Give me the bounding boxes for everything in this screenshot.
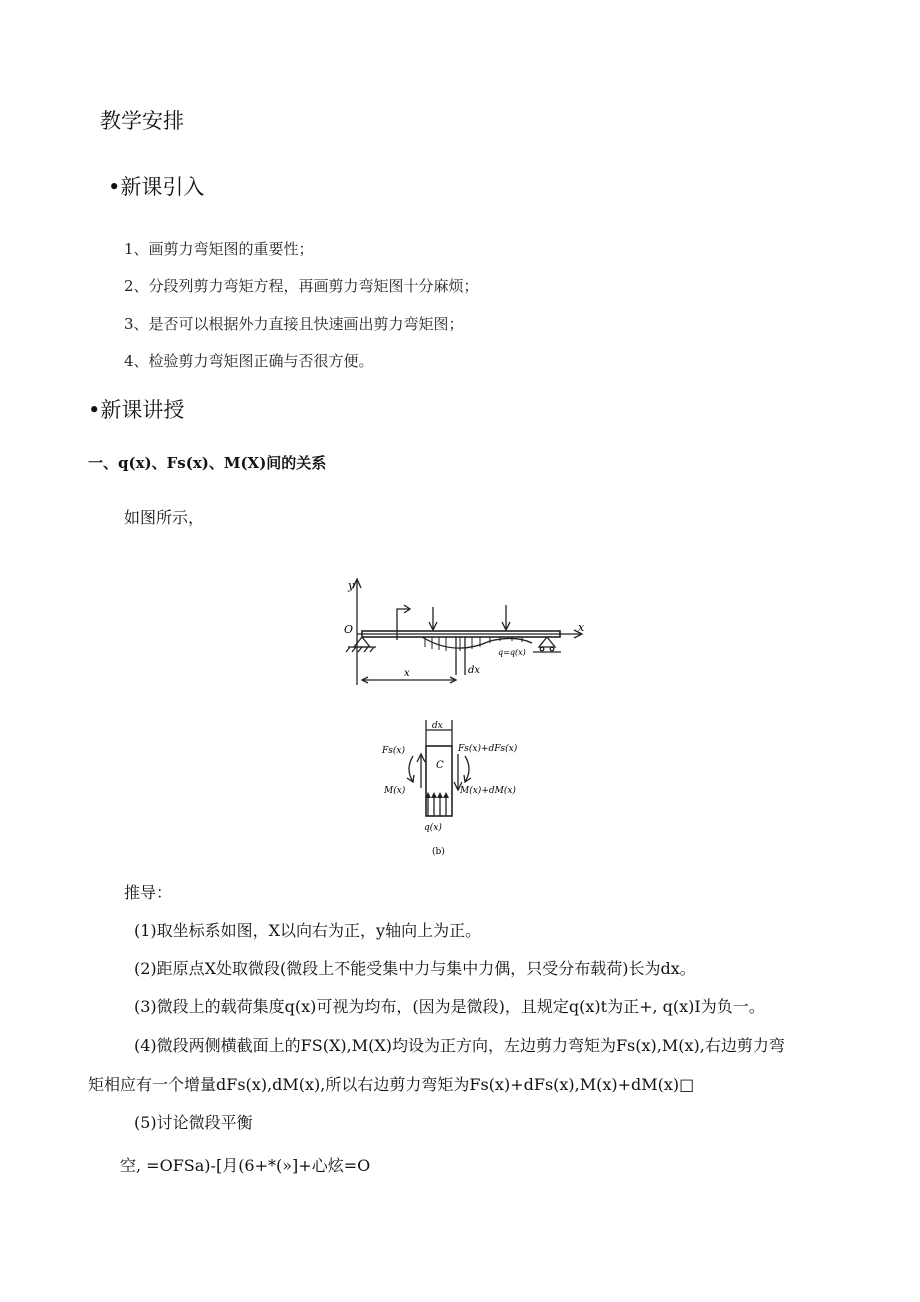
- step-4: (4)微段两侧横截面上的FS(X),M(X)均设为正方向，左边剪力弯矩为Fs(x),M(x),右边剪力弯: [134, 1036, 785, 1055]
- fig-b-m-left-label: M(x): [384, 786, 406, 796]
- fig-b-q-label: q(x): [424, 823, 442, 833]
- fig-b-c-label: C: [436, 760, 444, 771]
- step-1: (1)取坐标系如图，X以向右为正，y轴向上为正。: [134, 921, 482, 940]
- intro-item-3: 3、是否可以根据外力直接且快速画出剪力弯矩图；: [124, 315, 464, 333]
- fig-b-fs-right-label: Fs(x)+dFs(x): [458, 744, 518, 754]
- intro-item-4: 4、检验剪力弯矩图正确与否很方便。: [124, 352, 374, 370]
- equilibrium-formula: 空, =OFSa)-[月(6+*(»]+心炫=O: [120, 1156, 371, 1175]
- fig-b-caption: (b): [432, 847, 445, 857]
- fig-a-dx-label: dx: [468, 665, 481, 676]
- derive-label: 推导：: [124, 883, 173, 902]
- page-title: 教学安排: [100, 109, 184, 133]
- fig-a-y-label: y: [348, 579, 355, 592]
- fig-b-fs-left-label: Fs(x): [382, 746, 405, 756]
- section-intro-heading: •新课引入: [108, 175, 205, 199]
- as-shown-text: 如图所示，: [124, 508, 205, 527]
- step-5: (5)讨论微段平衡: [134, 1113, 253, 1132]
- subsection-heading: 一、q(x)、Fs(x)、M(X)间的关系: [88, 454, 327, 472]
- beam-diagram: [340, 575, 590, 695]
- fig-a-x-axis-label: x: [578, 621, 585, 634]
- intro-item-1: 1、画剪力弯矩图的重要性；: [124, 240, 314, 258]
- fig-a-origin-label: O: [344, 623, 354, 636]
- step-2: (2)距原点X处取微段(微段上不能受集中力与集中力偶，只受分布载荷)长为dx。: [134, 959, 696, 978]
- intro-item-2: 2、分段列剪力弯矩方程，再画剪力弯矩图十分麻烦；: [124, 277, 479, 295]
- fig-b-dx-label: dx: [432, 721, 443, 731]
- element-diagram: [378, 718, 548, 863]
- fig-a-q-label: q=q(x): [498, 648, 526, 657]
- fig-a-x-label: x: [404, 668, 410, 679]
- step-4-continued: 矩相应有一个增量dFs(x),dM(x),所以右边剪力弯矩为Fs(x)+dFs(x),M(x)+dM(x)□: [88, 1075, 695, 1094]
- section-lecture-heading: •新课讲授: [88, 398, 185, 422]
- fig-b-m-right-label: M(x)+dM(x): [460, 786, 516, 796]
- step-3: (3)微段上的载荷集度q(x)可视为均布，(因为是微段)，且规定q(x)t为正+, q(x)I为负一。: [134, 997, 765, 1016]
